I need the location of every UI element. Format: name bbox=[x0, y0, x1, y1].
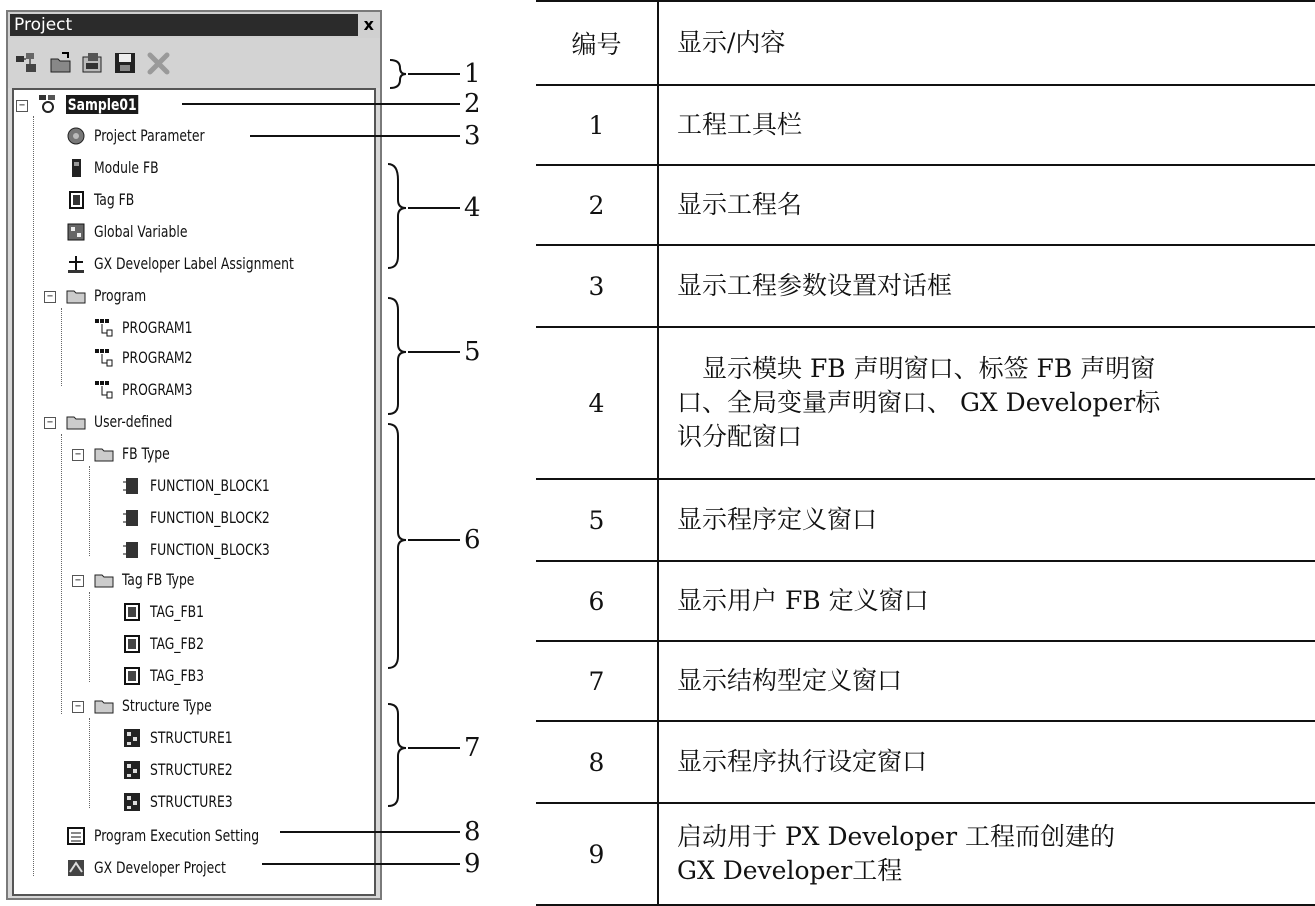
row-num: 3 bbox=[536, 246, 659, 326]
tag-fb-type-expander[interactable]: − bbox=[72, 575, 84, 587]
table-header-row bbox=[536, 2, 1315, 86]
tree-item-module-fb[interactable]: Module FB bbox=[94, 158, 159, 177]
fb-type-expander[interactable]: − bbox=[72, 449, 84, 461]
row-text: 显示模块 FB 声明窗口、标签 FB 声明窗 口、全局变量声明窗口、 GX Developer标 识分配窗口 bbox=[677, 354, 1161, 451]
tree-item-program[interactable]: PROGRAM3 bbox=[122, 380, 193, 399]
table-row bbox=[536, 562, 1315, 642]
tree-item-global-variable[interactable]: Global Variable bbox=[94, 222, 188, 241]
table-row bbox=[536, 804, 1315, 906]
callout-7: 7 bbox=[464, 733, 481, 763]
project-name: Sample01 bbox=[67, 95, 137, 114]
row-text: 显示用户 FB 定义窗口 bbox=[677, 586, 929, 615]
row-text: 显示工程参数设置对话框 bbox=[677, 271, 953, 300]
tree-folder-user-defined[interactable]: User-defined bbox=[94, 412, 173, 431]
tree-folder-program[interactable]: Program bbox=[94, 286, 147, 305]
callout-leaders bbox=[0, 0, 536, 904]
row-num: 5 bbox=[536, 480, 659, 560]
tree-item-structure[interactable]: STRUCTURE3 bbox=[150, 792, 233, 811]
table-row bbox=[536, 722, 1315, 804]
tree-item-tag-fb[interactable]: TAG_FB3 bbox=[150, 666, 204, 685]
table-row bbox=[536, 642, 1315, 722]
row-text: 显示工程名 bbox=[677, 190, 803, 219]
callout-5: 5 bbox=[464, 337, 481, 367]
description-table bbox=[536, 0, 1315, 906]
row-num: 7 bbox=[536, 642, 659, 720]
header-text: 显示/内容 bbox=[677, 28, 786, 57]
row-text: 显示程序定义窗口 bbox=[677, 505, 878, 534]
table-row bbox=[536, 166, 1315, 246]
tree-item-function-block[interactable]: FUNCTION_BLOCK2 bbox=[150, 508, 270, 527]
callout-8: 8 bbox=[464, 817, 481, 847]
user-defined-expander[interactable]: − bbox=[44, 417, 56, 429]
callout-3: 3 bbox=[464, 121, 481, 151]
tree-item-program-execution-setting[interactable]: Program Execution Setting bbox=[94, 826, 260, 845]
tree-folder-tag-fb-type[interactable]: Tag FB Type bbox=[122, 570, 195, 589]
row-text: 显示程序执行设定窗口 bbox=[677, 747, 928, 776]
tree-item-tag-fb[interactable]: TAG_FB1 bbox=[150, 602, 204, 621]
tree-item-program[interactable]: PROGRAM1 bbox=[122, 318, 193, 337]
tree-item-gx-developer-project[interactable]: GX Developer Project bbox=[94, 858, 226, 877]
tree-item-structure[interactable]: STRUCTURE2 bbox=[150, 760, 233, 779]
tree-item-program[interactable]: PROGRAM2 bbox=[122, 348, 193, 367]
callout-1: 1 bbox=[464, 59, 481, 89]
root-expander[interactable]: − bbox=[16, 100, 28, 112]
callout-6: 6 bbox=[464, 525, 481, 555]
table-row bbox=[536, 246, 1315, 328]
tree-item-structure[interactable]: STRUCTURE1 bbox=[150, 728, 233, 747]
row-num: 2 bbox=[536, 166, 659, 244]
tree-item-function-block[interactable]: FUNCTION_BLOCK3 bbox=[150, 540, 270, 559]
table-row bbox=[536, 480, 1315, 562]
table-row bbox=[536, 328, 1315, 480]
row-text: 启动用于 PX Developer 工程而创建的 GX Developer工程 bbox=[677, 822, 1116, 885]
row-text: 显示结构型定义窗口 bbox=[677, 666, 903, 695]
window-title: Project bbox=[10, 14, 358, 36]
tree-item-tag-fb[interactable]: TAG_FB2 bbox=[150, 634, 204, 653]
table-row bbox=[536, 86, 1315, 166]
tree-item-function-block[interactable]: FUNCTION_BLOCK1 bbox=[150, 476, 270, 495]
callout-2: 2 bbox=[464, 89, 481, 119]
callout-9: 9 bbox=[464, 849, 481, 879]
program-expander[interactable]: − bbox=[44, 291, 56, 303]
header-num: 编号 bbox=[536, 2, 659, 84]
tree-item-tag-fb[interactable]: Tag FB bbox=[94, 190, 135, 209]
tree-folder-fb-type[interactable]: FB Type bbox=[122, 444, 170, 463]
structure-type-expander[interactable]: − bbox=[72, 701, 84, 713]
close-icon[interactable]: x bbox=[363, 15, 374, 34]
callout-4: 4 bbox=[464, 193, 481, 223]
tree-item-project-parameter[interactable]: Project Parameter bbox=[94, 126, 205, 145]
tree-item-gx-label-assignment[interactable]: GX Developer Label Assignment bbox=[94, 254, 294, 273]
row-num: 4 bbox=[536, 328, 659, 478]
tree-folder-structure-type[interactable]: Structure Type bbox=[122, 696, 212, 715]
row-num: 8 bbox=[536, 722, 659, 802]
row-num: 6 bbox=[536, 562, 659, 640]
row-text: 工程工具栏 bbox=[677, 110, 803, 139]
row-num: 1 bbox=[536, 86, 659, 164]
row-num: 9 bbox=[536, 804, 659, 904]
